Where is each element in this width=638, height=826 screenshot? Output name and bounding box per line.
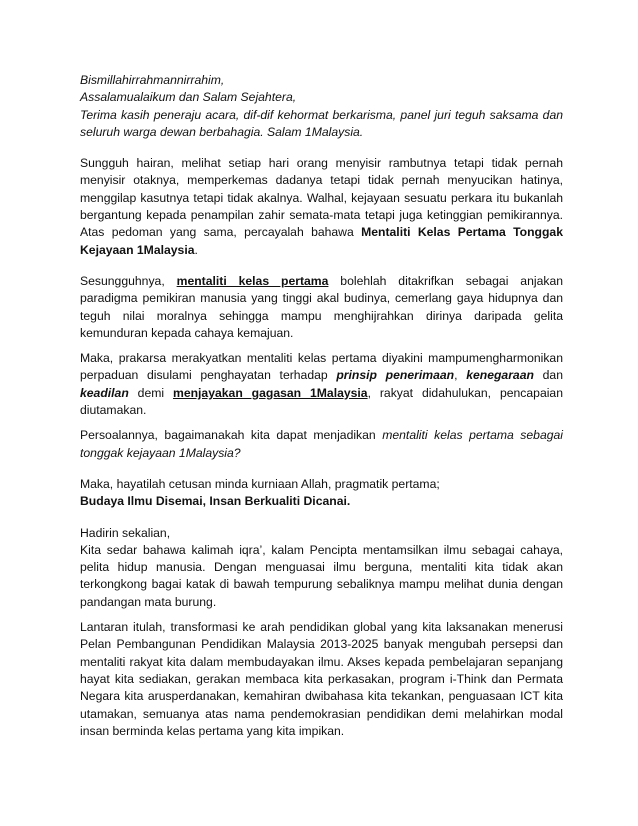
paragraph-7 <box>80 619 563 740</box>
paragraph-3-sep-1: , <box>454 368 467 383</box>
term-prinsip-penerimaan: prinsip penerimaan <box>336 368 455 383</box>
paragraph-4 <box>80 427 563 462</box>
paragraph-1-text: Sungguh hairan, melihat setiap hari orang menyisir rambutnya tetapi tidak pernah menyisir otaknya, memperkemas dadanya tetapi tidak pernah menyucikan hatinya, menggilap kasutnya tetapi tidak akalnya. Walhal, kejayaan sesuatu perkara itu bukanlah bergantung kepada penampilan zahir semata-mata tetapi juga ketinggian pemikirannya. Atas pedoman yang sama, percayalah bahawa <box>80 156 563 240</box>
paragraph-3-sep-2: dan <box>533 368 563 383</box>
paragraph-4-pre: Persoalannya, bagaimanakah kita dapat menjadikan <box>80 428 383 443</box>
paragraph-4-question: mentaliti kelas pertama sebagai tonggak kejayaan 1Malaysia? <box>80 428 563 460</box>
paragraph-3-text-1: Maka, prakarsa merakyatkan mentaliti kelas pertama diyakini mampumengharmonikan perpaduan disulami penghayatan terhadap <box>80 351 563 383</box>
key-term-gagasan: menjayakan gagasan 1Malaysia <box>172 385 368 400</box>
key-term-mentaliti: mentaliti kelas pertama <box>176 273 329 288</box>
document-body <box>80 72 563 754</box>
opening-line-2: Assalamualaikum dan Salam Sejahtera, <box>80 90 297 105</box>
speech-title: Mentaliti Kelas Pertama Tonggak Kejayaan 1Malaysia <box>80 225 563 257</box>
paragraph-7-text: Lantaran itulah, transformasi ke arah pendidikan global yang kita laksanakan menerusi Pelan Pembangunan Pendidikan Malaysia 2013-2025 banyak mengubah persepsi dan mentaliti rakyat kita dalam membudayakan ilmu. Akses kepada pembelajaran sepanjang hayat kita sediakan, gerakan membaca kita perkasakan, program i-Think dan Permata Negara kita arusperdanakan, kemahiran dwibahasa kita tekankan, penguasaan ICT kita utamakan, semuanya atas nama pendemokrasian pendidikan demi melahirkan modal insan berminda kelas pertama yang kita impikan. <box>80 620 563 738</box>
paragraph-3 <box>80 350 563 419</box>
paragraph-1 <box>80 155 563 259</box>
term-kenegaraan: kenegaraan <box>466 368 534 383</box>
paragraph-2-text: bolehlah ditakrifkan sebagai anjakan paradigma pemikiran manusia yang tinggi akal budinya, cemerlang gaya hidupnya dan teguh nilai moralnya sehingga mampu menghijrahkan dirinya daripada gelita kemunduran kepada cahaya kemajuan. <box>80 273 563 340</box>
paragraph-2 <box>80 273 563 342</box>
opening-salutation <box>80 72 563 141</box>
paragraph-6 <box>80 525 563 611</box>
term-keadilan: keadilan <box>80 385 129 400</box>
opening-line-3: Terima kasih peneraju acara, dif-dif kehormat berkarisma, panel juri teguh saksama dan seluruh warga dewan berbahagia. Salam 1Malaysia. <box>80 107 563 139</box>
first-pragmatic-heading: Budaya Ilmu Disemai, Insan Berkualiti Dicanai. <box>80 494 351 509</box>
paragraph-1-end: . <box>194 242 198 257</box>
opening-line-1: Bismillahirrahmannirrahim, <box>80 73 225 87</box>
paragraph-2-pre: Sesungguhnya, <box>80 273 177 288</box>
paragraph-6-text: Kita sedar bahawa kalimah iqra’, kalam Pencipta mentamsilkan ilmu sebagai cahaya, pelita hidup manusia. Dengan menguasai ilmu berguna, mentaliti kita tidak akan terkongkong bagai katak di bawah tempurung sebaliknya mampu melihat dunia dengan pandangan mata burung. <box>80 542 563 609</box>
paragraph-3-sep-3: demi <box>128 385 173 400</box>
greeting-hadirin: Hadirin sekalian, <box>80 525 171 540</box>
paragraph-5 <box>80 476 563 511</box>
paragraph-5-line-1: Maka, hayatilah cetusan minda kurniaan Allah, pragmatik pertama; <box>80 476 440 491</box>
paragraph-3-text-2: , rakyat didahulukan, pencapaian diutamakan. <box>80 385 563 418</box>
